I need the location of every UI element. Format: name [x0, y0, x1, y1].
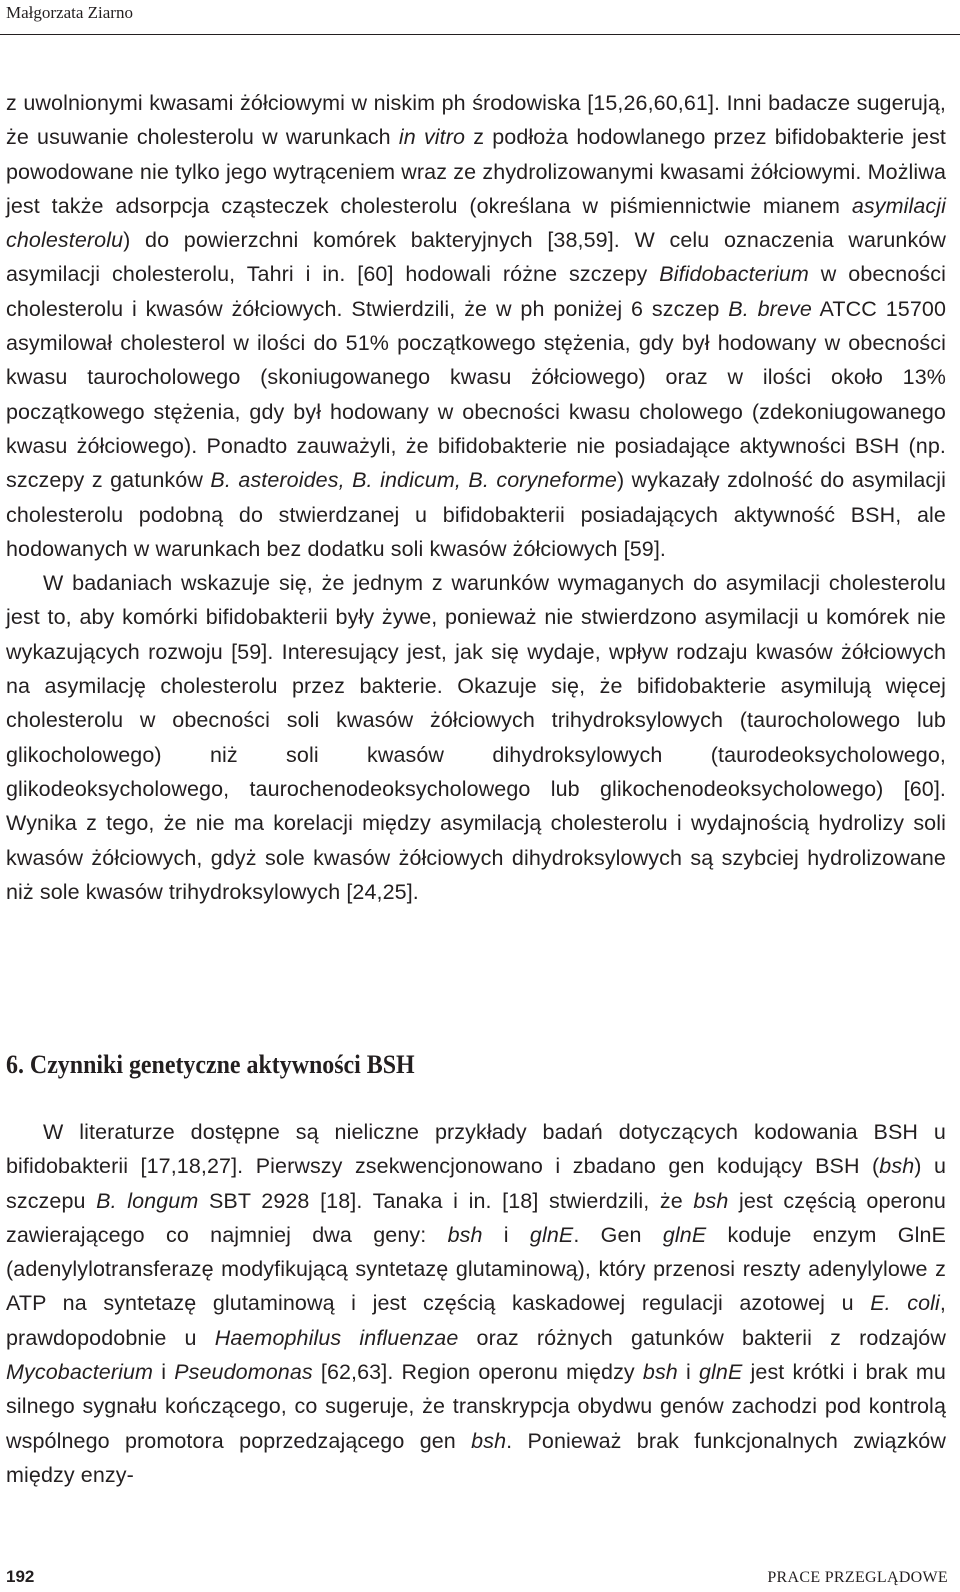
paragraph — [6, 1115, 946, 1492]
text-run: SBT 2928 [18]. Tanaka i in. [18] stwierdzili, że — [198, 1188, 694, 1213]
body-text-upper — [6, 86, 946, 909]
italic-text-run: bsh — [642, 1360, 678, 1385]
italic-text-run: E. coli — [870, 1291, 940, 1316]
header-rule — [0, 34, 960, 35]
italic-text-run: glnE — [662, 1222, 707, 1247]
text-run: jest częścią operonu zawierającego co najmniej dwa geny: — [6, 1188, 946, 1247]
text-run: z uwolnionymi kwasami żółciowymi w niskim ph środowiska [15,26,60,61]. Inni badacze sugerują, że usuwanie cholesterolu w warunkach — [6, 91, 946, 150]
body-text-lower — [6, 1115, 946, 1492]
text-run: i — [153, 1360, 175, 1385]
italic-text-run: bsh — [471, 1428, 507, 1453]
journal-section-label: PRACE PRZEGLĄDOWE — [767, 1569, 948, 1586]
italic-text-run: glnE — [529, 1222, 574, 1247]
italic-text-run: asymilacji cholesterolu — [6, 193, 946, 253]
paragraph — [6, 86, 946, 566]
text-run: w obecności cholesterolu i kwasów żółciowych. Stwierdzili, że w ph poniżej 6 szczep — [6, 262, 946, 321]
text-run: . Ponieważ brak funkcjonalnych związków między enzy- — [6, 1428, 946, 1487]
text-run: ) u szczepu — [6, 1154, 947, 1213]
text-run: W badaniach wskazuje się, że jednym z warunków wymaganych do asymilacji cholesterolu jest to, aby komórki bifidobakterii były żywe, ponieważ nie stwierdzono asymilacji u komórek nie wykazujących rozwoju [59]. Interesujący jest, jak się wydaje, wpływ rodzaju kwasów żółciowych na asymilację cholesterolu przez bakterie. Okazuje się, że bifidobakterie asymilują więcej cholesterolu w obecności soli kwasów żółciowych trihydroksylowych (taurocholowego lub glikocholowego) niż soli kwasów dihydroksylowych (taurodeoksycholowego, glikodeoksycholowego, taurochenodeoksycholowego lub glikochenodeoksycholowego) [60]. Wynika z tego, że nie ma korelacji między asymilacją cholesterolu i wydajnością hydrolizy soli kwasów żółciowych, gdyż sole kwasów żółciowych dihydroksylowych są szybciej hydrolizowane niż sole kwasów trihydroksylowych [24,25]. — [6, 571, 946, 904]
italic-text-run: B. breve — [728, 296, 812, 321]
text-run: i — [677, 1360, 699, 1385]
text-run: W literaturze dostępne są nieliczne przykłady badań dotyczących kodowania BSH u bifidobakterii [17,18,27]. Pierwszy zsekwencjonowano i zbadano gen kodujący BSH ( — [6, 1120, 946, 1179]
text-run: jest krótki i brak mu silnego sygnału kończącego, co sugeruje, że transkrypcja obydwu genów zachodzi pod kontrolą wspólnego promotora poprzedzającego gen — [6, 1360, 946, 1453]
text-run: ATCC 15700 asymilował cholesterol w ilości do 51% początkowego stężenia, gdy był hodowany w obecności kwasu taurocholowego (skoniugowanego kwasu żółciowego) oraz w ilości około 13% początkowego stężenia, gdy był hodowany w obecności kwasu cholowego (zdekoniugowanego kwasu żółciowego). Ponadto zauważyli, że bifidobakterie nie posiadające aktywności BSH (np. szczepy z gatunków — [6, 296, 947, 493]
text-run: [62,63]. Region operonu między — [312, 1360, 643, 1385]
text-run: i — [482, 1222, 530, 1247]
text-run: oraz różnych gatunków bakterii z rodzajów — [458, 1325, 946, 1350]
text-run: ) wykazały zdolność do asymilacji cholesterolu podobną do stwierdzanej u bifidobakterii posiadających aktywność BSH, ale hodowanych w warunkach bez dodatku soli kwasów żółciowych [59]. — [6, 468, 946, 561]
text-run: z podłoża hodowlanego przez bifidobakterie jest powodowane nie tylko jego wytrąceniem wraz ze zhydrolizowanymi kwasami żółciowymi. Możliwa jest także adsorpcja cząsteczek cholesterolu (określana w piśmiennictwie mianem — [6, 125, 947, 218]
text-run: ) do powierzchni komórek bakteryjnych [38,59]. W celu oznaczenia warunków asymilacji cholesterolu, Tahri i in. [60] hodowali różne szczepy — [6, 228, 946, 287]
italic-text-run: bsh — [693, 1188, 729, 1213]
italic-text-run: bsh — [447, 1222, 483, 1247]
paragraph — [6, 566, 946, 909]
italic-text-run: Haemophilus influenzae — [214, 1325, 459, 1350]
italic-text-run: Pseudomonas — [174, 1360, 313, 1385]
section-heading: 6. Czynniki genetyczne aktywności BSH — [6, 1050, 415, 1079]
text-run: koduje enzym GlnE (adenylylotransferazę modyfikującą syntetazę glutaminową), który przenosi reszty adenylylowe z ATP na syntetazę glutaminową i jest częścią kaskadowej regulacji azotowej u — [6, 1222, 946, 1316]
running-header-author: Małgorzata Ziarno — [6, 3, 133, 22]
text-run: , prawdopodobnie u — [6, 1291, 946, 1350]
page-number: 192 — [6, 1567, 35, 1586]
italic-text-run: in vitro — [398, 125, 466, 150]
italic-text-run: B. longum — [96, 1188, 199, 1213]
italic-text-run: B. asteroides, B. indicum, B. coryneforme — [210, 468, 617, 493]
text-run: . Gen — [573, 1222, 663, 1247]
italic-text-run: glnE — [698, 1360, 743, 1385]
italic-text-run: Bifidobacterium — [659, 262, 809, 287]
italic-text-run: Mycobacterium — [6, 1360, 154, 1385]
italic-text-run: bsh — [879, 1154, 915, 1179]
